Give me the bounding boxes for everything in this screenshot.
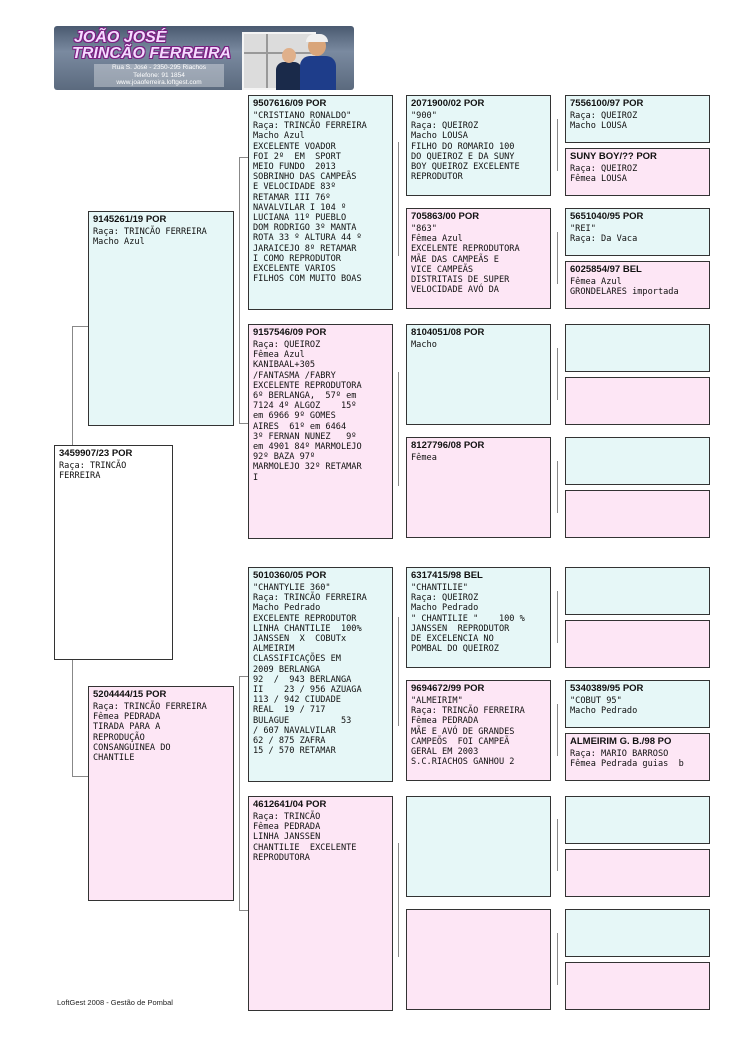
connector-line [239, 676, 248, 677]
connector-line [239, 910, 248, 911]
pedigree-subject [54, 445, 173, 660]
pedigree-gen3 [406, 680, 551, 781]
bird-details: "REI" Raça: Da Vaca [570, 224, 638, 245]
ring-number: 9507616/09 POR [253, 98, 327, 109]
pedigree-gen3 [406, 567, 551, 668]
ring-number: 5651040/95 POR [570, 211, 644, 222]
connector-line [557, 119, 558, 171]
connector-line [239, 423, 248, 424]
breeder-address: Rua S. José - 2350-295 Riachos [112, 64, 206, 71]
pedigree-gen3 [406, 208, 551, 309]
breeder-website: www.joaoferreira.loftgest.com [116, 79, 202, 86]
pedigree-dam [88, 686, 234, 901]
ring-number: 6317415/98 BEL [411, 570, 483, 581]
bird-details: Raça: QUEIROZ Macho LOUSA [570, 111, 638, 132]
pedigree-gen3 [406, 95, 551, 196]
pedigree-gen3 [406, 796, 551, 897]
pedigree-gen4 [565, 680, 710, 728]
connector-line [239, 157, 240, 423]
pedigree-gen4 [565, 620, 710, 668]
connector-line [557, 232, 558, 284]
connector-line [239, 157, 248, 158]
pedigree-gen4 [565, 909, 710, 957]
pedigree-gen4 [565, 796, 710, 844]
bird-details: "CRISTIANO RONALDO" Raça: TRINCÃO FERREIRA Macho Azul EXCELENTE VOADOR FOI 2º EM SPORT MEIO FUNDO 2013 SOBRINHO DAS CAMPEÃS E VELOCIDADE 83º RETAMAR III 76º NAVALVILAR I 104 º LUCIANA 11º PUEBLO DOM RODRIGO 3º MANTA ROTA 33 º ALTURA 44 º JARAICEJO 8º RETAMAR I COMO REPRODUTOR EXCELENTE VARIOS FILHOS COM MUITO BOAS [253, 111, 367, 285]
connector-line [398, 843, 399, 957]
bird-details: Fêmea [411, 453, 437, 463]
bird-details: "COBUT 95" Macho Pedrado [570, 696, 638, 717]
pedigree-gen4 [565, 95, 710, 143]
ring-number: 5010360/05 POR [253, 570, 327, 581]
ring-number: 5204444/15 POR [93, 689, 167, 700]
bird-details: Raça: TRINCÃO Fêmea PEDRADA LINHA JANSSEN CHANTILIE EXCELENTE REPRODUTORA [253, 812, 357, 863]
connector-line [398, 372, 399, 486]
pedigree-gen4 [565, 324, 710, 372]
connector-line [557, 591, 558, 643]
bird-details: "ALMEIRIM" Raça: TRINCÃO FERREIRA Fêmea PEDRADA MÃE E AVÓ DE GRANDES CAMPEÕS FOI CAMPEÃ GERAL EM 2003 S.C.RIACHOS GANHOU 2 [411, 696, 525, 768]
bird-details: Macho [411, 340, 437, 350]
connector-line [398, 142, 399, 256]
pedigree-dam-sire [248, 567, 393, 782]
ring-number: 705863/00 POR [411, 211, 480, 222]
bird-details: "CHANTILIE" Raça: QUEIROZ Macho Pedrado " CHANTILIE " 100 % JANSSEN REPRODUTOR DE EXCELENCIA NO POMBAL DO QUEIROZ [411, 583, 525, 655]
ring-number: 9694672/99 POR [411, 683, 485, 694]
man-figure [300, 36, 336, 90]
pedigree-gen3 [406, 324, 551, 425]
breeder-logo-banner [54, 26, 354, 90]
breeder-name-line1: JOÃO JOSÉ [74, 29, 167, 46]
connector-line [557, 461, 558, 513]
connector-line [398, 617, 399, 726]
breeder-phone: Telefone: 91 1854 [133, 71, 185, 79]
pedigree-gen4 [565, 490, 710, 538]
bird-details: Raça: QUEIROZ Fêmea LOUSA [570, 164, 638, 185]
breeder-name [74, 30, 231, 62]
connector-line [557, 819, 558, 871]
connector-line [557, 348, 558, 400]
bird-details: Raça: MARIO BARROSO Fêmea Pedrada guias b [570, 749, 684, 770]
bird-details: "900" Raça: QUEIROZ Macho LOUSA FILHO DO ROMARIO 100 DO QUEIROZ E DA SUNY BOY QUEIROZ EXCELENTE REPRODUTOR [411, 111, 520, 183]
bird-details: Fêmea Azul GRONDELARES importada [570, 277, 679, 298]
pedigree-gen4 [565, 208, 710, 256]
bird-details: "CHANTYLIE 360" Raça: TRINCÃO FERREIRA Macho Pedrado EXCELENTE REPRODUTOR LINHA CHANTILIE 100% JANSSEN X COBUTx ALMEIRIM CLASSIFICAÇÕES EM 2009 BERLANGA 92 / 943 BERLANGA II 23 / 956 AZUAGA 113 / 942 CIUDADE REAL 19 / 717 BULAGUE 53 / 607 NAVALVILAR 62 / 875 ZAFRA 15 / 570 RETAMAR [253, 583, 367, 757]
ring-number: 8127796/08 POR [411, 440, 485, 451]
ring-number: 3459907/23 POR [59, 448, 133, 459]
ring-number: ALMEIRIM G. B./98 PO [570, 736, 672, 747]
bird-details: Raça: QUEIROZ Fêmea Azul KANIBAAL+305 /FANTASMA /FABRY EXCELENTE REPRODUTORA 6º BERLANGA, 57º em 7124 4º ALGOZ 15º em 6966 9º GOMES AIRES 61º em 6464 3º FERNAN NUNEZ 9º em 4901 84º MARMOLEJO 92º BAZA 97º MARMOLEJO 32º RETAMAR I [253, 340, 362, 483]
pedigree-gen3 [406, 909, 551, 1010]
bird-details: "863" Fêmea Azul EXCELENTE REPRODUTORA MÃE DAS CAMPEÃS E VICE CAMPEÃS DISTRITAIS DE SUPER VELOCIDADE AVÓ DA [411, 224, 520, 296]
ring-number: SUNY BOY/?? POR [570, 151, 657, 162]
pedigree-sire-sire [248, 95, 393, 310]
pedigree-sire-dam [248, 324, 393, 539]
connector-line [557, 704, 558, 756]
bird-details: Raça: TRINCÃO FERREIRA Fêmea PEDRADA TIRADA PARA A REPRODUÇÃO CONSANGUINEA DO CHANTILE [93, 702, 207, 764]
ring-number: 4612641/04 POR [253, 799, 327, 810]
footer-credit: LoftGest 2008 - Gestão de Pombal [57, 998, 173, 1007]
pedigree-gen4 [565, 437, 710, 485]
pedigree-gen4 [565, 148, 710, 196]
ring-number: 7556100/97 POR [570, 98, 644, 109]
connector-line [557, 933, 558, 985]
ring-number: 2071900/02 POR [411, 98, 485, 109]
ring-number: 9145261/19 POR [93, 214, 167, 225]
pedigree-gen3 [406, 437, 551, 538]
breeder-name-line2: TRINCÃO FERREIRA [72, 45, 232, 62]
ring-number: 6025854/97 BEL [570, 264, 642, 275]
pedigree-gen4 [565, 261, 710, 309]
bird-details: Raça: TRINCÃO FERREIRA Macho Azul [93, 227, 207, 248]
pedigree-gen4 [565, 962, 710, 1010]
pedigree-gen4 [565, 377, 710, 425]
pedigree-gen4 [565, 733, 710, 781]
ring-number: 8104051/08 POR [411, 327, 485, 338]
bird-details: Raça: TRINCÃO FERREIRA [59, 461, 132, 482]
ring-number: 5340389/95 POR [570, 683, 644, 694]
breeder-contact [94, 64, 224, 87]
pedigree-sire [88, 211, 234, 426]
connector-line [239, 676, 240, 910]
pedigree-gen4 [565, 567, 710, 615]
pedigree-dam-dam [248, 796, 393, 1011]
pedigree-gen4 [565, 849, 710, 897]
boy-figure [276, 48, 302, 90]
ring-number: 9157546/09 POR [253, 327, 327, 338]
